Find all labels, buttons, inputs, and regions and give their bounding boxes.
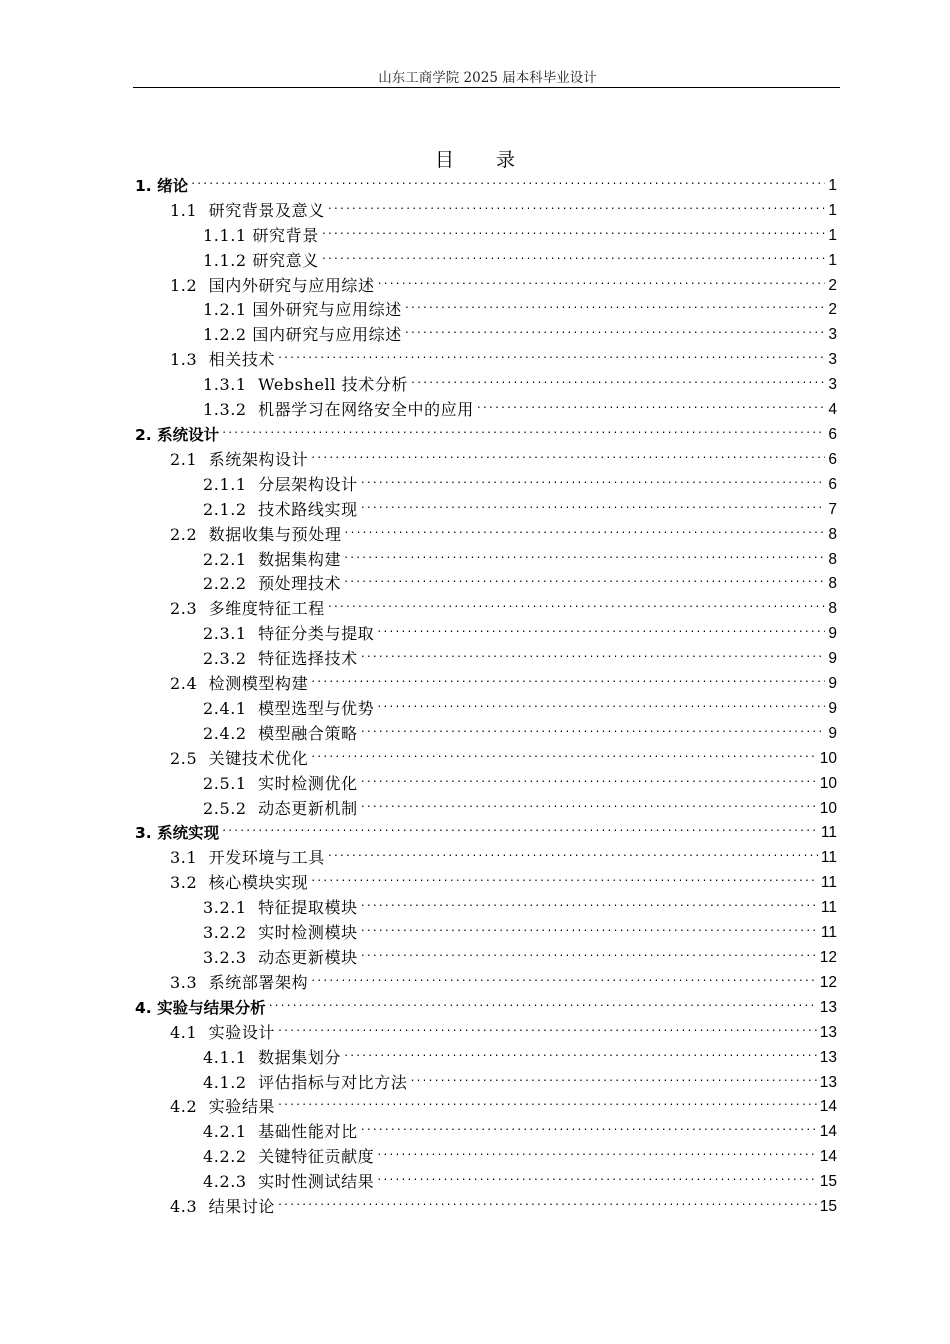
toc-entry[interactable] (135, 445, 837, 470)
dot-leader (360, 795, 817, 815)
toc-entry-label: 3.2.3 动态更新模块 (203, 948, 358, 967)
toc-entry[interactable] (135, 370, 837, 395)
toc-entry-label: 1.1 研究背景及意义 (170, 200, 325, 220)
toc-entry-label: 3.2.1 特征提取模块 (203, 898, 358, 918)
toc-entry[interactable] (135, 719, 837, 744)
dot-leader (377, 272, 826, 292)
dot-leader (360, 770, 817, 790)
toc-entry[interactable] (135, 1117, 837, 1142)
toc-title: 目 录 (434, 149, 534, 171)
toc-entry-label: 1.3.1 Webshell 技术分析 (203, 375, 409, 395)
toc-entry-page: 12 (819, 973, 837, 991)
toc-entry[interactable] (135, 694, 837, 719)
toc-entry[interactable] (135, 221, 837, 246)
header-rule (133, 87, 840, 88)
toc-entry[interactable] (135, 769, 837, 794)
toc-entry-label: 2.3.2 特征选择技术 (203, 649, 358, 669)
toc-entry-page: 12 (819, 949, 837, 966)
toc-entry-page: 6 (828, 475, 837, 493)
toc-entry-page: 6 (828, 450, 837, 468)
dot-leader (360, 919, 818, 939)
toc-entry[interactable] (135, 545, 837, 570)
dot-leader (343, 521, 825, 541)
toc-entry-label: 2.4 检测模型构建 (170, 674, 309, 694)
toc-entry-page: 9 (828, 650, 837, 668)
dot-leader (476, 396, 825, 416)
toc-entry-label: 3.3 系统部署架构 (170, 972, 309, 992)
dot-leader (360, 720, 826, 740)
toc-entry[interactable] (135, 1068, 837, 1093)
dot-leader (310, 969, 817, 989)
toc-entry-page: 1 (828, 226, 837, 244)
toc-entry-label: 2.4.2 模型融合策略 (203, 723, 358, 743)
toc-entry-page: 11 (820, 874, 837, 892)
dot-leader (404, 321, 826, 341)
toc-entry[interactable] (135, 1192, 837, 1217)
toc-entry-label: 2.2.2 预处理技术 (203, 574, 342, 594)
toc-entry-page: 3 (828, 376, 837, 394)
toc-entry-page: 14 (819, 1123, 837, 1141)
toc-entry-page: 8 (828, 600, 837, 618)
toc-entry-page: 14 (819, 1098, 837, 1116)
toc-entry-label: 2.4.1 模型选型与优势 (203, 698, 375, 718)
toc-entry[interactable] (135, 1167, 837, 1192)
toc-entry[interactable] (135, 794, 837, 819)
toc-entry-label: 2. 系统设计 (135, 425, 220, 444)
toc-entry-page: 13 (819, 1048, 837, 1066)
dot-leader (310, 745, 817, 765)
dot-leader (321, 247, 826, 267)
dot-leader (327, 197, 826, 217)
toc-entry-label: 4.3 结果讨论 (170, 1197, 276, 1217)
toc-entry-label: 1.3 相关技术 (170, 350, 276, 370)
toc-entry[interactable] (135, 619, 837, 644)
toc-entry-page: 15 (819, 1198, 837, 1216)
toc-entry-page: 2 (828, 301, 837, 319)
toc-entry-label: 1.1.2 研究意义 (203, 250, 319, 270)
toc-entry-page: 3 (828, 326, 837, 344)
toc-entry[interactable] (135, 594, 837, 619)
dot-leader (360, 1118, 817, 1138)
dot-leader (277, 1019, 817, 1039)
toc-entry-label: 2.5 关键技术优化 (170, 748, 309, 768)
dot-leader (360, 894, 818, 914)
toc-entry-page: 11 (820, 849, 837, 867)
toc-entry[interactable] (135, 1093, 837, 1118)
toc-entry-label: 3. 系统实现 (135, 824, 220, 843)
dot-leader (409, 1069, 816, 1089)
toc-entry-label: 4.1.2 评估指标与对比方法 (203, 1072, 408, 1092)
toc-entry-page: 9 (828, 625, 837, 643)
toc-entry-label: 1.1.1 研究背景 (203, 225, 319, 245)
dot-leader (360, 645, 826, 665)
toc-entry-page: 11 (820, 924, 837, 942)
toc-entry[interactable] (135, 495, 837, 520)
toc-entry-label: 3.1 开发环境与工具 (170, 848, 325, 868)
toc-entry-label: 3.2.2 实时检测模块 (203, 923, 358, 943)
toc-entry-page: 10 (819, 749, 837, 767)
dot-leader (221, 421, 825, 441)
page-header: 山东工商学院 2025 届本科毕业设计 (378, 70, 597, 86)
toc-entry-label: 1. 绪论 (135, 176, 189, 195)
toc-entry[interactable] (135, 470, 837, 495)
toc-entry-label: 1.2.1 国外研究与应用综述 (203, 300, 402, 320)
toc-entry-label: 3.2 核心模块实现 (170, 873, 309, 893)
toc-entry-label: 2.5.1 实时检测优化 (203, 773, 358, 793)
toc-entry-page: 1 (828, 201, 837, 219)
toc-entry-page: 6 (828, 425, 837, 443)
toc-entry[interactable] (135, 644, 837, 669)
dot-leader (321, 222, 826, 242)
toc-entry[interactable] (135, 843, 837, 868)
dot-leader (343, 570, 825, 590)
toc-entry[interactable] (135, 320, 837, 345)
toc-entry-page: 1 (828, 176, 837, 194)
toc-entry-page: 10 (819, 774, 837, 792)
toc-entry[interactable] (135, 570, 837, 595)
toc-entry-page: 8 (828, 575, 837, 593)
toc-entry-label: 4.2.2 关键特征贡献度 (203, 1147, 375, 1167)
toc-entry[interactable] (135, 744, 837, 769)
toc-entry[interactable] (135, 1043, 837, 1068)
toc-entry-page: 10 (819, 799, 837, 817)
toc-entry[interactable] (135, 345, 837, 370)
toc-entry[interactable] (135, 943, 837, 968)
toc-entry-page: 9 (828, 699, 837, 717)
toc-entry-label: 2.1 系统架构设计 (170, 449, 309, 469)
toc-entry[interactable] (135, 296, 837, 321)
toc-entry[interactable] (135, 893, 837, 918)
toc-entry-label: 2.2 数据收集与预处理 (170, 524, 342, 544)
dot-leader (360, 944, 817, 964)
toc-entry[interactable] (135, 993, 837, 1018)
dot-leader (310, 446, 825, 466)
toc-entry[interactable] (135, 968, 837, 993)
dot-leader (277, 346, 825, 366)
dot-leader (376, 1143, 816, 1163)
toc-entry-label: 4.1.1 数据集划分 (203, 1047, 342, 1067)
toc-entry-page: 7 (828, 500, 837, 518)
dot-leader (310, 670, 825, 690)
dot-leader (410, 371, 825, 391)
toc-entry-label: 2.3 多维度特征工程 (170, 599, 325, 619)
toc-entry-page: 4 (828, 401, 837, 419)
toc-entry-label: 4. 实验与结果分析 (135, 998, 266, 1017)
dot-leader (376, 620, 825, 640)
toc-entry[interactable] (135, 395, 837, 420)
toc-entry[interactable] (135, 420, 837, 445)
toc-entry[interactable] (135, 271, 837, 296)
dot-leader (277, 1193, 817, 1213)
dot-leader (360, 496, 826, 516)
dot-leader (376, 1168, 816, 1188)
dot-leader (360, 471, 826, 491)
toc-entry-page: 2 (828, 276, 837, 294)
toc-entry[interactable] (135, 819, 837, 844)
toc-entry[interactable] (135, 520, 837, 545)
toc-entry[interactable] (135, 669, 837, 694)
toc-entry-label: 2.1.1 分层架构设计 (203, 474, 358, 494)
dot-leader (343, 546, 825, 566)
toc-entry[interactable] (135, 918, 837, 943)
toc-entry-page: 1 (828, 251, 837, 269)
toc-entry-page: 11 (820, 824, 837, 842)
toc-entry-page: 13 (819, 1023, 837, 1041)
toc-entry-label: 2.1.2 技术路线实现 (203, 499, 358, 519)
toc-entry-page: 9 (828, 724, 837, 742)
toc-entry-label: 4.2.1 基础性能对比 (203, 1122, 358, 1142)
dot-leader (268, 994, 817, 1014)
toc-entry-page: 3 (828, 351, 837, 369)
toc-entry-page: 13 (819, 1073, 837, 1091)
toc-entry-page: 14 (819, 1148, 837, 1166)
toc-entry-label: 1.2 国内外研究与应用综述 (170, 275, 375, 295)
dot-leader (327, 595, 826, 615)
dot-leader (404, 296, 826, 316)
toc-entry-label: 2.2.1 数据集构建 (203, 549, 342, 569)
toc-entry[interactable] (135, 246, 837, 271)
toc-entry-label: 1.2.2 国内研究与应用综述 (203, 325, 402, 345)
toc-entry[interactable] (135, 171, 837, 196)
toc-entry[interactable] (135, 868, 837, 893)
toc-entry-label: 2.5.2 动态更新机制 (203, 798, 358, 818)
toc-entry-label: 4.1 实验设计 (170, 1022, 276, 1042)
dot-leader (190, 172, 825, 192)
toc-entry-label: 4.2.3 实时性测试结果 (203, 1172, 375, 1192)
toc-entry-page: 9 (828, 675, 837, 693)
dot-leader (277, 1093, 817, 1113)
toc-entry-label: 4.2 实验结果 (170, 1097, 276, 1117)
dot-leader (343, 1044, 817, 1064)
dot-leader (310, 869, 818, 889)
dot-leader (376, 695, 825, 715)
toc-entry-page: 8 (828, 550, 837, 568)
dot-leader (221, 819, 818, 839)
table-of-contents (135, 171, 837, 1217)
dot-leader (327, 844, 818, 864)
toc-entry[interactable] (135, 196, 837, 221)
toc-entry[interactable] (135, 1018, 837, 1043)
toc-entry-page: 13 (819, 998, 837, 1016)
toc-entry-label: 1.3.2 机器学习在网络安全中的应用 (203, 400, 474, 420)
toc-entry-page: 11 (820, 899, 837, 917)
toc-entry-page: 15 (819, 1173, 837, 1191)
toc-entry-label: 2.3.1 特征分类与提取 (203, 624, 375, 644)
toc-entry-page: 8 (828, 525, 837, 543)
toc-entry[interactable] (135, 1142, 837, 1167)
